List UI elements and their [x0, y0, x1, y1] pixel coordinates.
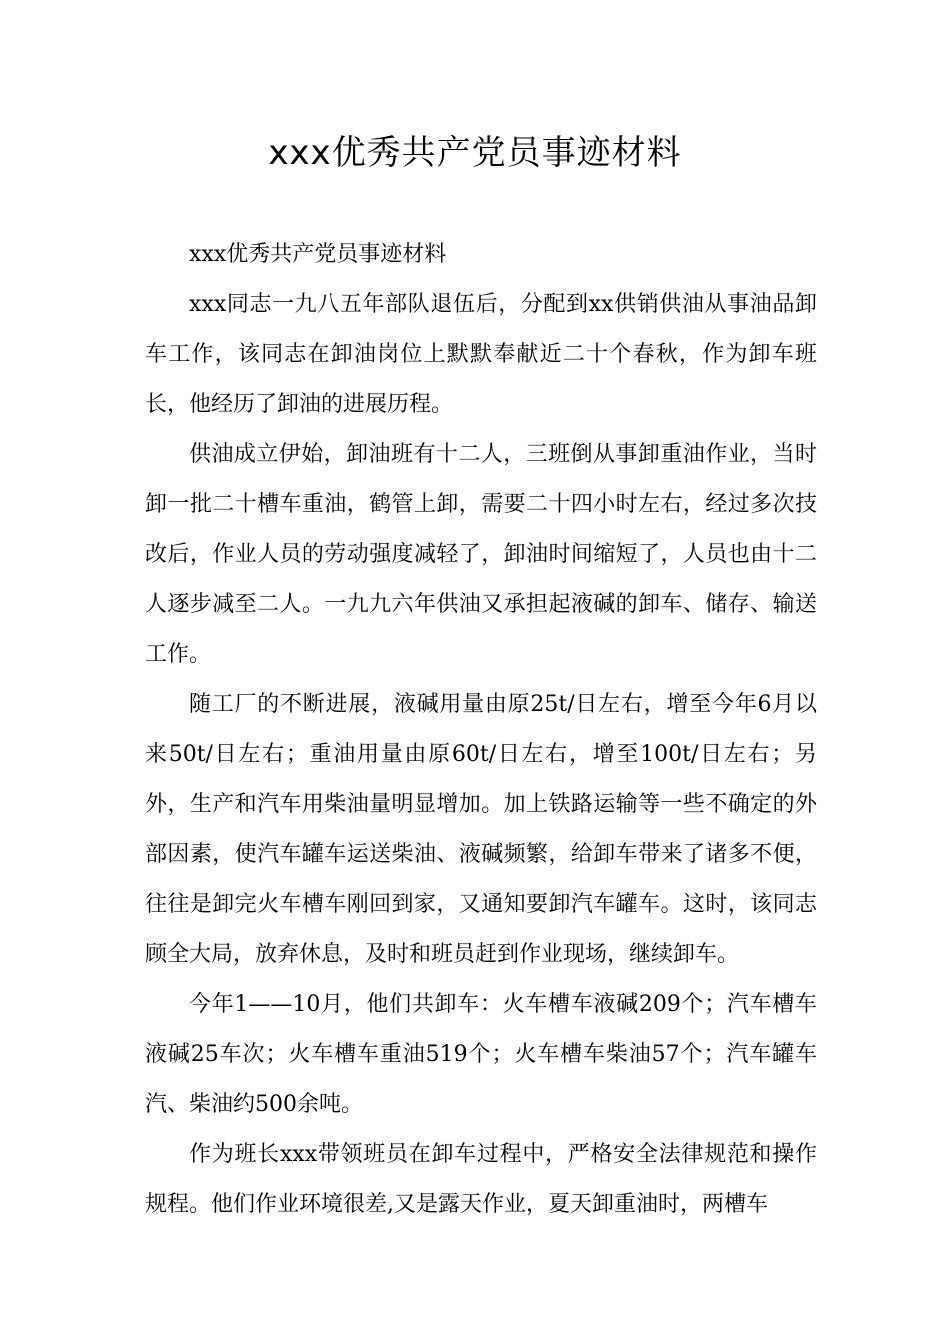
paragraph-4: 随工厂的不断进展，液碱用量由原25t/日左右，增至今年6月以来50t/日左右；重油用量由原60t/日左右，增至100t/日左右；另外，生产和汽车用柴油量明显增加。加上铁路运输等一些不确定的外部因素，使汽车罐车运送柴油、液碱频繁，给卸车带来了诸多不便，往往是卸完火车槽车刚回到家，又通知要卸汽车罐车。这时，该同志顾全大局，放弃休息，及时和班员赶到作业现场，继续卸车。	[145, 692, 817, 967]
document-body	[145, 230, 817, 1230]
paragraph-2: xxx同志一九八五年部队退伍后，分配到xx供销供油从事油品卸车工作，该同志在卸油岗位上默默奉献近二十个春秋，作为卸车班长，他经历了卸油的进展历程。	[145, 292, 817, 417]
paragraph-5: 今年1——10月，他们共卸车：火车槽车液碱209个；汽车槽车液碱25车次；火车槽车重油519个；火车槽车柴油57个；汽车罐车汽、柴油约500余吨。	[145, 992, 817, 1117]
paragraph-1: xxx优秀共产党员事迹材料	[189, 242, 447, 267]
paragraph-6: 作为班长xxx带领班员在卸车过程中，严格安全法律规范和操作规程。他们作业环境很差,又是露天作业，夏天卸重油时，两槽车	[145, 1142, 817, 1217]
paragraph-3: 供油成立伊始，卸油班有十二人，三班倒从事卸重油作业，当时卸一批二十槽车重油，鹤管上卸，需要二十四小时左右，经过多次技改后，作业人员的劳动强度减轻了，卸油时间缩短了，人员也由十二人逐步减至二人。一九九六年供油又承担起液碱的卸车、储存、输送工作。	[145, 442, 817, 667]
document-title: xxx优秀共产党员事迹材料	[268, 133, 682, 173]
